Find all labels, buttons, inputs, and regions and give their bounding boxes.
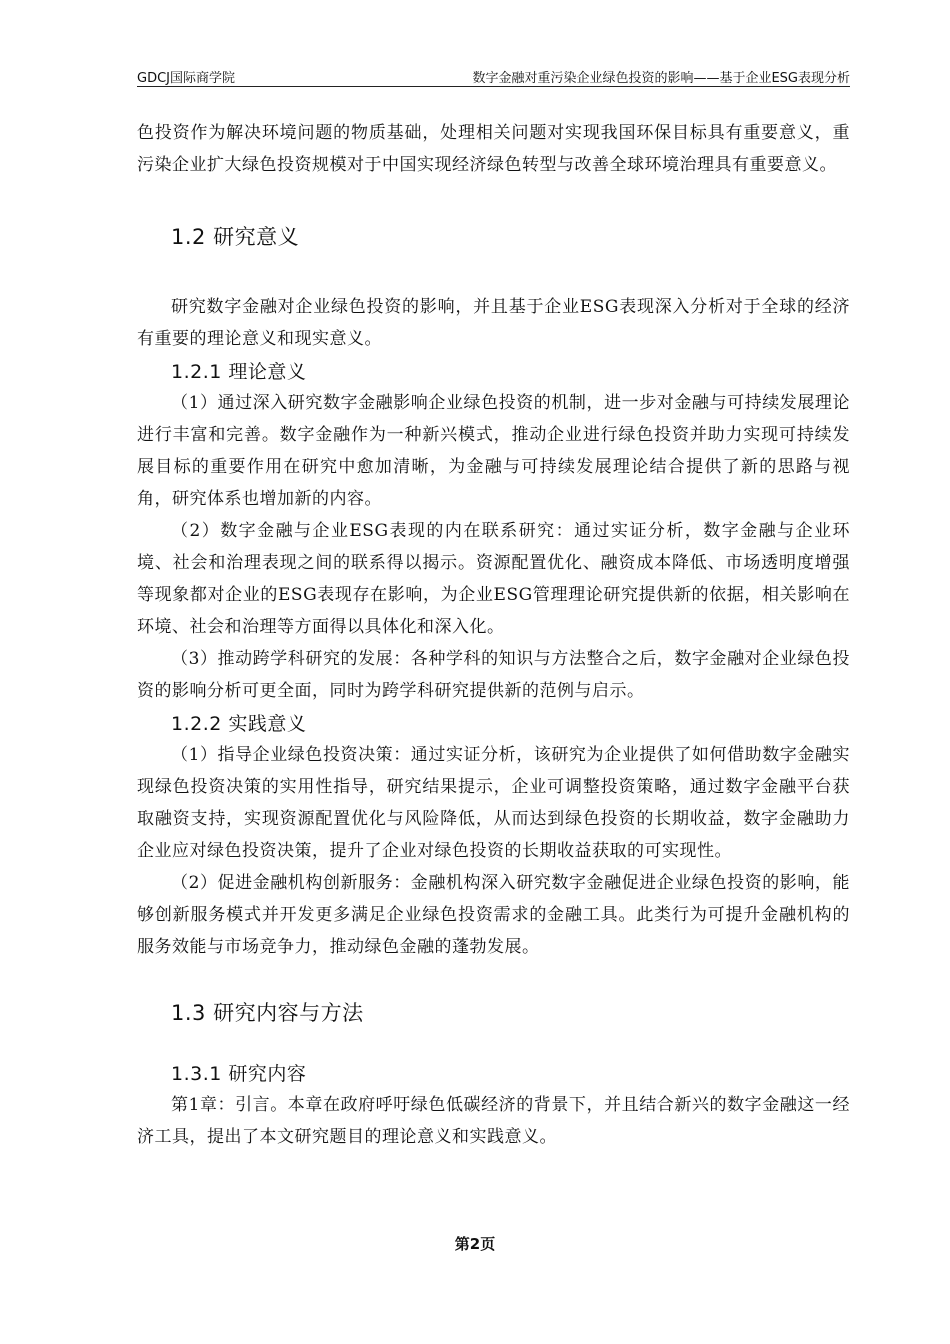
- intro-paragraph: 色投资作为解决环境问题的物质基础，处理相关问题对实现我国环保目标具有重要意义，重污染企业扩大绿色投资规模对于中国实现经济绿色转型与改善全球环境治理具有重要意义。: [137, 123, 850, 175]
- page-body: [137, 117, 850, 1153]
- theory-item-2: （2）数字金融与企业ESG表现的内在联系研究：通过实证分析，数字金融与企业环境、社会和治理表现之间的联系得以揭示。资源配置优化、融资成本降低、市场透明度增强等现象都对企业的ESG表现存在影响，为企业ESG管理理论研究提供新的依据，相关影响在环境、社会和治理等方面得以具体化和深入化。: [137, 521, 850, 637]
- section-1-2-paragraph: 研究数字金融对企业绿色投资的影响，并且基于企业ESG表现深入分析对于全球的经济有重要的理论意义和现实意义。: [137, 297, 850, 349]
- section-1-3-heading: 1.3 研究内容与方法: [171, 1001, 364, 1025]
- page-header: [137, 66, 850, 87]
- practice-item-2: （2）促进金融机构创新服务：金融机构深入研究数字金融促进企业绿色投资的影响，能够创新服务模式并开发更多满足企业绿色投资需求的金融工具。此类行为可提升金融机构的服务效能与市场竞争力，推动绿色金融的蓬勃发展。: [137, 873, 850, 957]
- theory-item-3: （3）推动跨学科研究的发展：各种学科的知识与方法整合之后，数字金融对企业绿色投资的影响分析可更全面，同时为跨学科研究提供新的范例与启示。: [137, 649, 850, 701]
- section-1-2-2-heading: 1.2.2 实践意义: [171, 713, 307, 735]
- section-1-2-heading: 1.2 研究意义: [171, 225, 300, 249]
- section-1-3-1-heading: 1.3.1 研究内容: [171, 1063, 307, 1085]
- header-title: 数字金融对重污染企业绿色投资的影响——基于企业ESG表现分析: [472, 71, 850, 86]
- page-number: 第2页: [454, 1235, 496, 1253]
- header-institution: GDCJ国际商学院: [137, 71, 235, 86]
- section-1-2-1-heading: 1.2.1 理论意义: [171, 361, 307, 383]
- practice-item-1: （1）指导企业绿色投资决策：通过实证分析，该研究为企业提供了如何借助数字金融实现绿色投资决策的实用性指导，研究结果提示，企业可调整投资策略，通过数字金融平台获取融资支持，实现资源配置优化与风险降低，从而达到绿色投资的长期收益，数字金融助力企业应对绿色投资决策，提升了企业对绿色投资的长期收益获取的可实现性。: [137, 745, 850, 861]
- section-1-3-1-paragraph: 第1章：引言。本章在政府呼吁绿色低碳经济的背景下，并且结合新兴的数字金融这一经济工具，提出了本文研究题目的理论意义和实践意义。: [137, 1095, 850, 1147]
- theory-item-1: （1）通过深入研究数字金融影响企业绿色投资的机制，进一步对金融与可持续发展理论进行丰富和完善。数字金融作为一种新兴模式，推动企业进行绿色投资并助力实现可持续发展目标的重要作用在研究中愈加清晰，为金融与可持续发展理论结合提供了新的思路与视角，研究体系也增加新的内容。: [137, 393, 850, 509]
